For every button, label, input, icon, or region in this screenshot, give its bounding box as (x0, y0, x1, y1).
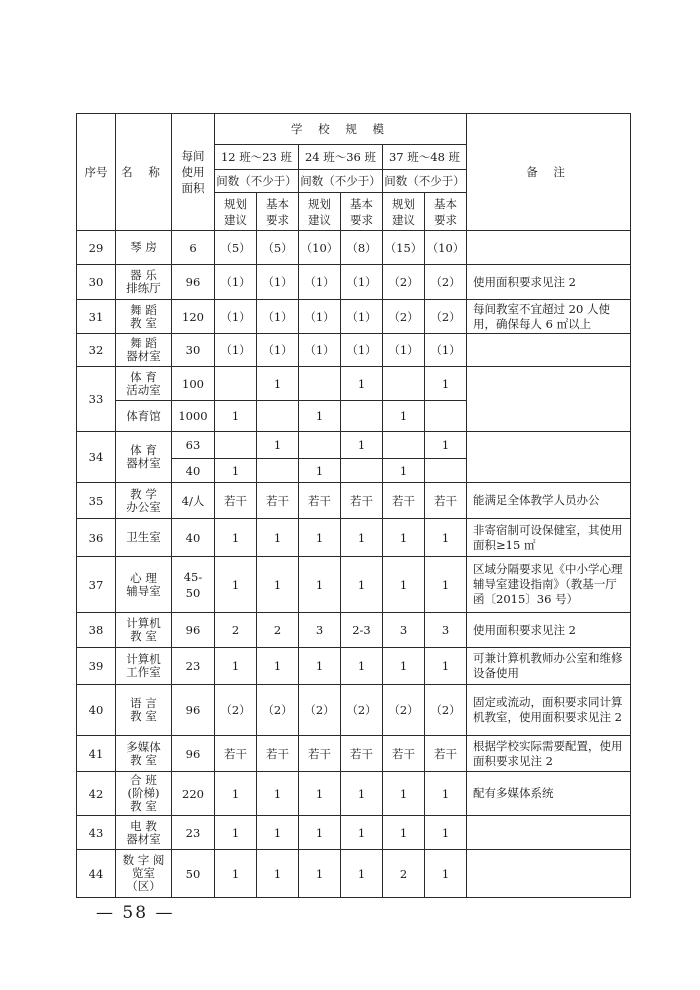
row-name-text: 语 言 教 室 (130, 696, 157, 723)
row-value: （2） (425, 265, 467, 300)
row-value: 1 (299, 850, 341, 898)
row-value: （1） (299, 265, 341, 300)
header-basic-3-text: 基本要求 (434, 196, 458, 227)
row-name (116, 300, 172, 334)
row-value: 1 (215, 850, 257, 898)
row-name (116, 265, 172, 300)
row-value: 1 (383, 557, 425, 613)
row-value: （1） (215, 265, 257, 300)
table-row (77, 432, 631, 459)
header-group-1: 12 班～23 班 (215, 145, 299, 170)
row-value: 1 (215, 648, 257, 685)
row-name-text: 合 班 (阶梯) 教 室 (127, 773, 160, 813)
row-value: 1 (257, 648, 299, 685)
row-value: 1 (299, 557, 341, 613)
row-value: （1） (383, 334, 425, 367)
row-area: 4/人 (172, 483, 215, 519)
header-name: 名 称 (116, 114, 172, 231)
row-area: 23 (172, 648, 215, 685)
row-note: 区域分隔要求见《中小学心理辅导室建设指南》（教基一厅函〔2015〕36 号） (467, 557, 631, 613)
row-value (215, 432, 257, 459)
header-plan-1 (215, 193, 257, 231)
row-area: 96 (172, 736, 215, 772)
row-value: 1 (425, 772, 467, 816)
row-value: 1 (425, 432, 467, 459)
row-name-text: 舞 蹈 器材室 (126, 336, 161, 363)
row-no: 40 (77, 685, 116, 736)
header-plan-3-text: 规划建议 (392, 196, 415, 227)
table-row (77, 483, 631, 519)
row-value: 若干 (299, 483, 341, 519)
row-area-text: 45-50 (183, 569, 203, 600)
row-name-text: 舞 蹈 教 室 (130, 302, 157, 330)
row-value: （1） (299, 334, 341, 367)
row-area: 120 (172, 300, 215, 334)
row-name-text: 计算机 工作室 (126, 652, 161, 679)
row-note: 根据学校实际需要配置，使用面积要求见注 2 (467, 736, 631, 772)
row-value (383, 367, 425, 401)
row-value: （1） (341, 334, 383, 367)
row-value: 2 (257, 613, 299, 648)
row-value (299, 432, 341, 459)
row-note (467, 367, 631, 432)
row-value: 1 (341, 648, 383, 685)
row-value: 1 (257, 772, 299, 816)
row-area: 100 (172, 367, 215, 401)
row-name (116, 685, 172, 736)
row-name (116, 483, 172, 519)
row-value: 1 (383, 459, 425, 483)
row-no: 29 (77, 231, 116, 265)
row-value (341, 459, 383, 483)
row-area: 96 (172, 613, 215, 648)
row-value: 1 (299, 648, 341, 685)
row-value (257, 459, 299, 483)
row-no: 42 (77, 772, 116, 816)
header-basic-1 (257, 193, 299, 231)
row-name-text: 数 字 阅览室 （区） (122, 853, 165, 893)
row-value: 1 (299, 459, 341, 483)
header-group-3: 37 班～48 班 (383, 145, 467, 170)
row-value: 3 (299, 613, 341, 648)
row-name (116, 772, 172, 816)
row-value: 1 (383, 648, 425, 685)
row-note (467, 231, 631, 265)
row-value: 1 (341, 557, 383, 613)
row-value: 1 (425, 519, 467, 557)
row-note: 每间教室不宜超过 20 人使用，确保每人 6 ㎡以上 (467, 300, 631, 334)
row-value (257, 401, 299, 432)
header-count-3: 间数（不少于） (383, 170, 467, 193)
row-value: （2） (215, 685, 257, 736)
row-no: 35 (77, 483, 116, 519)
row-area: 6 (172, 231, 215, 265)
header-basic-1-text: 基本要求 (266, 196, 289, 227)
row-name-text: 计算机 教 室 (126, 616, 161, 643)
row-value (215, 367, 257, 401)
table-row (77, 772, 631, 816)
row-value: 1 (299, 816, 341, 850)
row-value: （1） (425, 334, 467, 367)
table-row (77, 648, 631, 685)
row-value: （10） (299, 231, 341, 265)
row-value: 2 (215, 613, 257, 648)
row-value: 1 (215, 816, 257, 850)
row-note: 使用面积要求见注 2 (467, 265, 631, 300)
row-note (467, 850, 631, 898)
row-value: 1 (257, 557, 299, 613)
row-no: 36 (77, 519, 116, 557)
row-value: 1 (215, 772, 257, 816)
row-value: （1） (341, 265, 383, 300)
row-value: （15） (383, 231, 425, 265)
row-area: 40 (172, 459, 215, 483)
page-number: — 58 — (96, 903, 175, 923)
row-no: 37 (77, 557, 116, 613)
header-group-2: 24 班～36 班 (299, 145, 383, 170)
table-row (77, 300, 631, 334)
row-area: 1000 (172, 401, 215, 432)
row-no: 41 (77, 736, 116, 772)
header-count-1: 间数（不少于） (215, 170, 299, 193)
header-seq: 序号 (77, 114, 116, 231)
row-value: 1 (341, 432, 383, 459)
row-value: （2） (341, 685, 383, 736)
row-no: 32 (77, 334, 116, 367)
row-value: 1 (383, 519, 425, 557)
header-remark: 备 注 (467, 114, 631, 231)
row-value: 1 (383, 401, 425, 432)
row-value: 1 (341, 816, 383, 850)
facility-table-sheet (76, 113, 630, 898)
row-note: 非寄宿制可设保健室，其使用面积≥15 ㎡ (467, 519, 631, 557)
row-value: 若干 (257, 483, 299, 519)
row-value: 1 (383, 772, 425, 816)
row-value: （8） (341, 231, 383, 265)
row-value: 3 (425, 613, 467, 648)
header-basic-3 (425, 193, 467, 231)
facility-table (76, 113, 631, 898)
row-value: 1 (341, 519, 383, 557)
row-area (172, 557, 215, 613)
header-basic-2 (341, 193, 383, 231)
table-row (77, 736, 631, 772)
row-value: 1 (257, 816, 299, 850)
row-name (116, 613, 172, 648)
row-no: 34 (77, 432, 116, 483)
row-value: （2） (425, 300, 467, 334)
row-no: 38 (77, 613, 116, 648)
row-value: 若干 (383, 736, 425, 772)
row-value: （1） (215, 300, 257, 334)
row-name (116, 816, 172, 850)
row-area: 63 (172, 432, 215, 459)
row-value: 1 (425, 367, 467, 401)
row-value: 若干 (383, 483, 425, 519)
row-value: （5） (257, 231, 299, 265)
row-value: 1 (341, 772, 383, 816)
row-value: （2） (383, 300, 425, 334)
row-value: 1 (383, 816, 425, 850)
header-area (172, 114, 215, 231)
row-name-text: 电 教 器材室 (126, 818, 161, 846)
row-name (116, 736, 172, 772)
row-value: 若干 (215, 736, 257, 772)
header-scale: 学 校 规 模 (215, 114, 467, 145)
table-row (77, 613, 631, 648)
row-value: （5） (215, 231, 257, 265)
row-name: 琴 房 (116, 231, 172, 265)
row-value: （1） (257, 334, 299, 367)
row-name (116, 850, 172, 898)
row-value: （2） (383, 265, 425, 300)
row-value: 若干 (299, 736, 341, 772)
row-value (341, 401, 383, 432)
row-value: （1） (257, 300, 299, 334)
row-value: 1 (215, 459, 257, 483)
row-no: 31 (77, 300, 116, 334)
row-name-text: 心 理 辅导室 (126, 570, 161, 598)
row-name (116, 334, 172, 367)
table-row (77, 334, 631, 367)
row-value: 1 (215, 401, 257, 432)
row-value: 若干 (341, 483, 383, 519)
row-area: 30 (172, 334, 215, 367)
row-note: 固定或流动，面积要求同计算机教室，使用面积要求见注 2 (467, 685, 631, 736)
row-value (425, 401, 467, 432)
row-value: 1 (257, 850, 299, 898)
row-value: 若干 (341, 736, 383, 772)
row-value: （2） (383, 685, 425, 736)
row-name-text: 教 学 办公室 (126, 486, 161, 514)
row-value: （2） (257, 685, 299, 736)
row-value: 1 (425, 816, 467, 850)
header-plan-2 (299, 193, 341, 231)
table-row (77, 816, 631, 850)
row-value: （10） (425, 231, 467, 265)
row-value: 若干 (425, 736, 467, 772)
header-basic-2-text: 基本要求 (350, 196, 373, 227)
row-area: 220 (172, 772, 215, 816)
row-no: 30 (77, 265, 116, 300)
row-name (116, 557, 172, 613)
row-value (425, 459, 467, 483)
row-value: 3 (383, 613, 425, 648)
row-no: 33 (77, 367, 116, 432)
row-name-text: 体 育 器材室 (126, 443, 161, 470)
row-value: 1 (425, 648, 467, 685)
row-area: 96 (172, 265, 215, 300)
row-area: 50 (172, 850, 215, 898)
row-name (116, 367, 172, 401)
row-value: 1 (215, 519, 257, 557)
row-note: 能满足全体教学人员办公 (467, 483, 631, 519)
row-value: 1 (341, 850, 383, 898)
header-count-2: 间数（不少于） (299, 170, 383, 193)
row-value: （2） (425, 685, 467, 736)
row-value: 2-3 (341, 613, 383, 648)
row-name: 体育馆 (116, 401, 172, 432)
header-plan-3 (383, 193, 425, 231)
row-value: 若干 (257, 736, 299, 772)
table-row (77, 685, 631, 736)
row-note: 配有多媒体系统 (467, 772, 631, 816)
row-note (467, 432, 631, 483)
row-name (116, 648, 172, 685)
row-value: （1） (299, 300, 341, 334)
row-name-text: 器 乐 排练厅 (126, 268, 161, 295)
row-value: 1 (299, 519, 341, 557)
header-plan-1-text: 规划建议 (224, 196, 247, 227)
row-value: （1） (257, 265, 299, 300)
row-name-text: 多媒体 教 室 (126, 739, 161, 767)
row-note: 使用面积要求见注 2 (467, 613, 631, 648)
row-value: 1 (257, 367, 299, 401)
row-no: 43 (77, 816, 116, 850)
row-value: 1 (257, 519, 299, 557)
row-area: 96 (172, 685, 215, 736)
row-name-text: 体 育 活动室 (126, 369, 161, 397)
row-area: 23 (172, 816, 215, 850)
row-name (116, 432, 172, 483)
row-value: 1 (215, 557, 257, 613)
table-row (77, 519, 631, 557)
row-value: （1） (215, 334, 257, 367)
table-row (77, 557, 631, 613)
row-value (299, 367, 341, 401)
row-no: 39 (77, 648, 116, 685)
row-area: 40 (172, 519, 215, 557)
table-row (77, 265, 631, 300)
row-value: 1 (425, 850, 467, 898)
row-value: 若干 (425, 483, 467, 519)
row-note (467, 816, 631, 850)
row-value: 1 (299, 772, 341, 816)
row-name: 卫生室 (116, 519, 172, 557)
table-row (77, 850, 631, 898)
table-row (77, 367, 631, 401)
row-value: 1 (341, 367, 383, 401)
row-no: 44 (77, 850, 116, 898)
row-note (467, 334, 631, 367)
row-value: （1） (341, 300, 383, 334)
header-area-text: 每间使用面积 (181, 149, 205, 195)
table-row (77, 231, 631, 265)
header-plan-2-text: 规划建议 (308, 196, 331, 227)
row-value: 2 (383, 850, 425, 898)
row-value (383, 432, 425, 459)
row-note: 可兼计算机教师办公室和维修设备使用 (467, 648, 631, 685)
row-value: （2） (299, 685, 341, 736)
row-value: 1 (425, 557, 467, 613)
row-value: 1 (299, 401, 341, 432)
row-value: 1 (257, 432, 299, 459)
row-value: 若干 (215, 483, 257, 519)
